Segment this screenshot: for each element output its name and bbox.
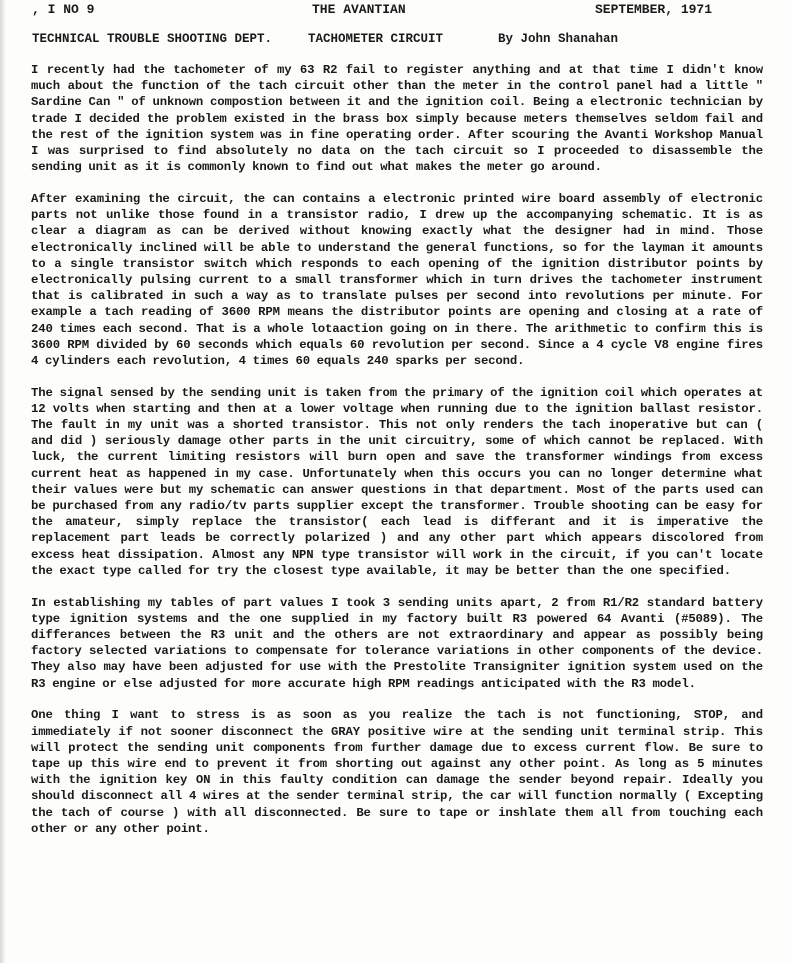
paragraph-warning: One thing I want to stress is as soon as you realize the tach is not functioning, STOP, and immediately if not sooner disconnect the GRAY positive wire at the sending unit terminal strip. This will protect the sending unit components from further damage due to excess current flow. Be sure to tape up this wire end to prevent it from shorting out against any other point. As long as 5 minutes with the ignition key ON in this faulty condition can damage the sender beyond repair. Ideally you should disconnect all 4 wires at the sender terminal strip, the car will function normally ( Excepting the tach of course ) with all disconnected. Be sure to tape or inshlate them all from touching each other or any other point.	[31, 708, 763, 836]
department-label: TECHNICAL TROUBLE SHOOTING DEPT.	[32, 32, 273, 46]
paragraph-part-values: In establishing my tables of part values I took 3 sending units apart, 2 from R1/R2 standard battery type ignition systems and the one supplied in my factory built R3 powered 64 Avanti (#5089). The differances between the R3 unit and the others are not extraordinary and appear as possibly being factory selected variations to compensate for tolerance variations in other components of the device. They also may have been adjusted for use with the Prestolite Transigniter ignition system used on the R3 engine or else adjusted for more accurate high RPM readings anticipated with the R3 model.	[31, 595, 763, 691]
paragraph-circuit-description: After examining the circuit, the can contains a electronic printed wire board assembly of electronic parts not unlike those found in a transistor radio, I drew up the accompanying schematic. It is as clear a diagram as can be derived without knowing exactly what the designer had in mind. Those electronically inclined will be able to understand the general functions, so for the layman it amounts to a single transistor switch which responds to each opening of the ignition distributor points by electronically pulsing current to a small transformer which in turn drives the tachometer instrument that is calibrated in such a way as to translate pulses per second into revolutions per minute. For example a tach reading of 3600 RPM means the distributor points are opening and closing at a rate of 240 times each second. That is a whole lotaaction going on in there. The arithmetic to confirm this is 3600 RPM divided by 60 seconds which equals 60 revolution per second. Since a 4 cycle V8 engine fires 4 cylinders each revolution, 4 times 60 equals 240 sparks per second.	[31, 191, 763, 368]
page-edge-shadow	[0, 0, 6, 963]
issue-date: SEPTEMBER, 1971	[595, 2, 713, 17]
article-title: TACHOMETER CIRCUIT	[308, 32, 444, 46]
paragraph-signal-fault: The signal sensed by the sending unit is taken from the primary of the ignition coil which operates at 12 volts when starting and then at a lower voltage when running due to the ignition ballast resistor. The fault in my unit was a shorted transistor. This not only renders the tach inoperative but can ( and did ) seriously damage other parts in the unit circuitry, some of which cannot be replaced. With luck, the current limiting resistors will burn open and save the transformer windings from excess current heat as happened in my case. Unfortunately when this occurs you can no longer determine what their values were but my schematic can answer questions in that department. Most of the parts used can be purchased from any radio/tv parts supplier except the transformer. Trouble shooting can be easy for the amateur, simply replace the transistor( each lead is differant and it is imperative the replacement part leads be correctly polarized ) and any other part which appears discolored from excess heat dissipation. Almost any NPN type transistor will work in the circuit, if you can't locate the exact type called for try the closest type available, it may be better than the one specified.	[31, 385, 763, 578]
paragraph-intro: I recently had the tachometer of my 63 R2 fail to register anything and at that time I didn't know much about the function of the tach circuit other than the meter in the control panel had a little " Sardine Can " of unknown compostion between it and the ignition coil. Being a electronic technician by trade I decided the problem existed in the brass box simply because meters themselves seldom fail and the rest of the ignition system was in fine operating order. After scouring the Avanti Workshop Manual I was surprised to find absolutely no data on the tach circuit so I proceeded to disassemble the sending unit as it is commonly known to find out what makes the meter go around.	[31, 63, 763, 175]
article-headline	[32, 32, 752, 50]
article-byline: By John Shanahan	[498, 32, 619, 46]
publication-title: THE AVANTIAN	[312, 2, 406, 17]
article-body	[31, 62, 763, 852]
masthead	[32, 2, 732, 20]
issue-number: , I NO 9	[32, 2, 95, 17]
